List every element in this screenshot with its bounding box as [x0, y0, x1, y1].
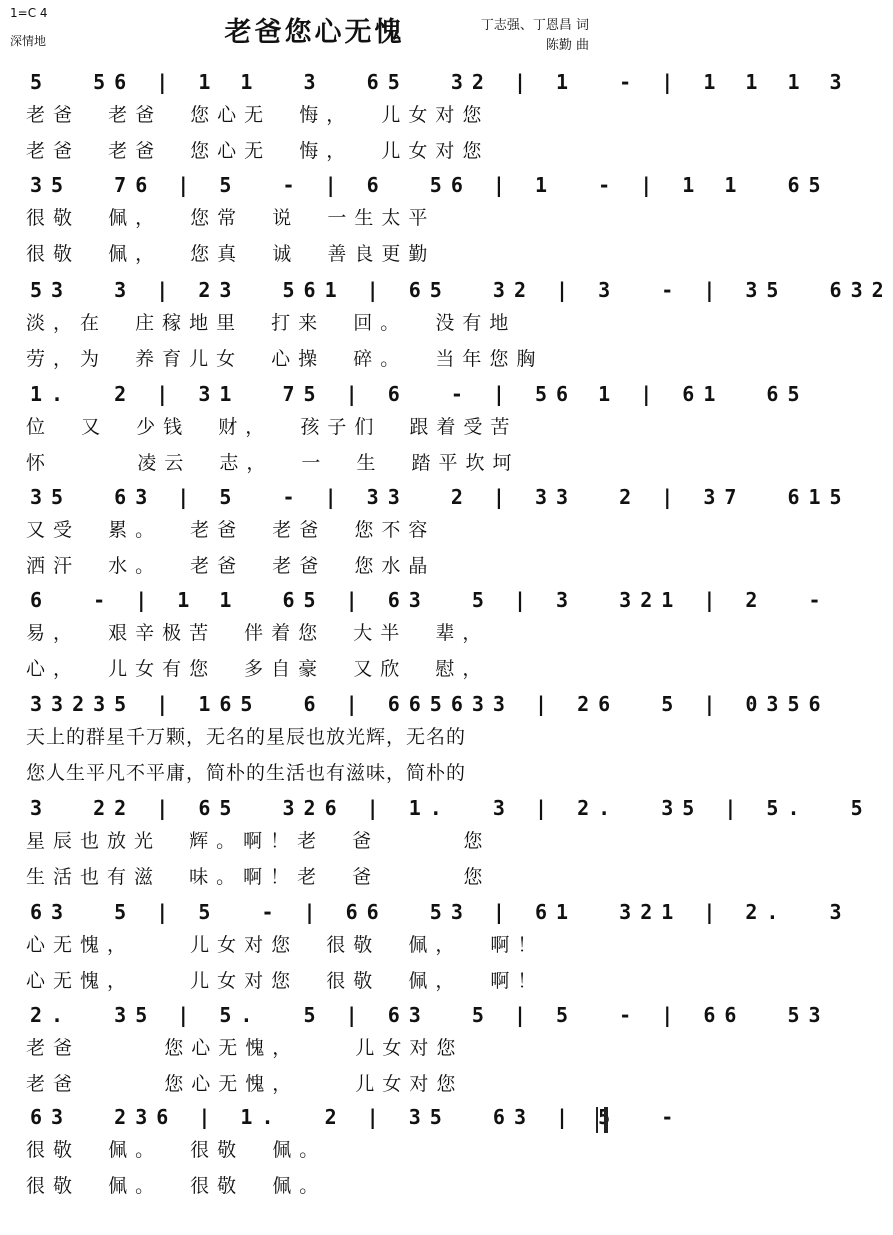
lyric-verse-2: 很敬 佩， 您真 诚 善良更勤	[26, 243, 436, 265]
lyric-verse-1: 位 又 少钱 财， 孩子们 跟着受苦	[26, 416, 518, 438]
lyric-verse-2: 很敬 佩。 很敬 佩。	[26, 1175, 327, 1197]
note-row	[20, 278, 893, 302]
song-title: 老爸您心无愧	[224, 17, 405, 48]
lyric-verse-1: 老爸 老爸 您心无 悔， 儿女对您	[26, 104, 490, 126]
lyric-verse-1: 星辰也放光 辉。啊！老 爸 您	[26, 830, 491, 852]
final-barline	[596, 1107, 608, 1133]
note-row	[20, 1003, 830, 1027]
lyric-verse-2: 怀 凌云 志， 一 生 踏平坎坷	[26, 452, 520, 474]
lyric-verse-2: 老爸 老爸 您心无 悔， 儿女对您	[26, 140, 490, 162]
lyric-verse-2: 心， 儿女有您 多自豪 又欣 慰，	[26, 658, 490, 680]
note-row	[20, 382, 809, 406]
notation-line: 35 76 | 5 - | 6 56 | 1 - | 1 1 65	[30, 173, 830, 197]
note-row	[20, 692, 830, 716]
notation-line: 63 5 | 5 - | 66 53 | 61 321 | 2. 3	[30, 900, 851, 924]
lyric-verse-1: 又受 累。 老爸 老爸 您不容	[26, 519, 436, 541]
lyric-verse-1: 心无愧， 儿女对您 很敬 佩， 啊！	[26, 934, 545, 956]
lyric-verse-2: 劳，为 养育儿女 心操 碎。 当年您胸	[26, 348, 544, 370]
notation-line: 6 - | 1 1 65 | 63 5 | 3 321 | 2 -	[30, 588, 830, 612]
lyric-verse-2: 您人生平凡不平庸，简朴的生活也有滋味，简朴的	[26, 762, 467, 784]
tempo-marking: 深情地	[10, 34, 47, 48]
note-row	[20, 588, 830, 612]
lyricist-credit: 丁志强、丁恩昌 词	[480, 18, 589, 33]
lyric-verse-2: 生活也有滋 味。啊！老 爸 您	[26, 866, 491, 888]
lyric-verse-1: 天上的群星千万颗，无名的星辰也放光辉，无名的	[26, 726, 467, 748]
note-row	[20, 796, 872, 820]
notation-line: 33235 | 165 6 | 665633 | 26 5 | 0356	[30, 692, 830, 716]
note-row	[20, 485, 851, 509]
lyric-verse-2: 洒汗 水。 老爸 老爸 您水晶	[26, 555, 436, 577]
lyric-verse-2: 心无愧， 儿女对您 很敬 佩， 啊！	[26, 970, 545, 992]
lyric-verse-1: 老爸 您心无愧， 儿女对您	[26, 1037, 464, 1059]
notation-line: 1. 2 | 31 75 | 6 - | 56 1 | 61 65	[30, 382, 809, 406]
lyric-verse-2: 老爸 您心无愧， 儿女对您	[26, 1073, 464, 1095]
key-signature: 1=C 4	[10, 6, 48, 20]
lyric-verse-1: 淡，在 庄稼地里 打来 回。 没有地	[26, 312, 517, 334]
note-row	[20, 1105, 683, 1129]
song-header	[0, 0, 629, 58]
note-row	[20, 70, 851, 94]
lyric-verse-1: 很敬 佩， 您常 说 一生太平	[26, 207, 436, 229]
notation-line: 3 22 | 65 326 | 1. 3 | 2. 35 | 5. 5	[30, 796, 872, 820]
note-row	[20, 900, 851, 924]
notation-line: 35 63 | 5 - | 33 2 | 33 2 | 37 615	[30, 485, 851, 509]
note-row	[20, 173, 830, 197]
lyric-verse-1: 易， 艰辛极苦 伴着您 大半 辈，	[26, 622, 490, 644]
music-system-11	[20, 1095, 683, 1235]
notation-line: 63 236 | 1. 2 | 35 63 | 5 -	[30, 1105, 683, 1129]
lyric-verse-1: 很敬 佩。 很敬 佩。	[26, 1139, 327, 1161]
notation-line: 53 3 | 23 561 | 65 32 | 3 - | 35 632	[30, 278, 893, 302]
composer-credit: 陈勤 曲	[545, 38, 589, 53]
notation-line: 5 56 | 1 1 3 65 32 | 1 - | 1 1 1 3	[30, 70, 851, 94]
notation-line: 2. 35 | 5. 5 | 63 5 | 5 - | 66 53	[30, 1003, 830, 1027]
